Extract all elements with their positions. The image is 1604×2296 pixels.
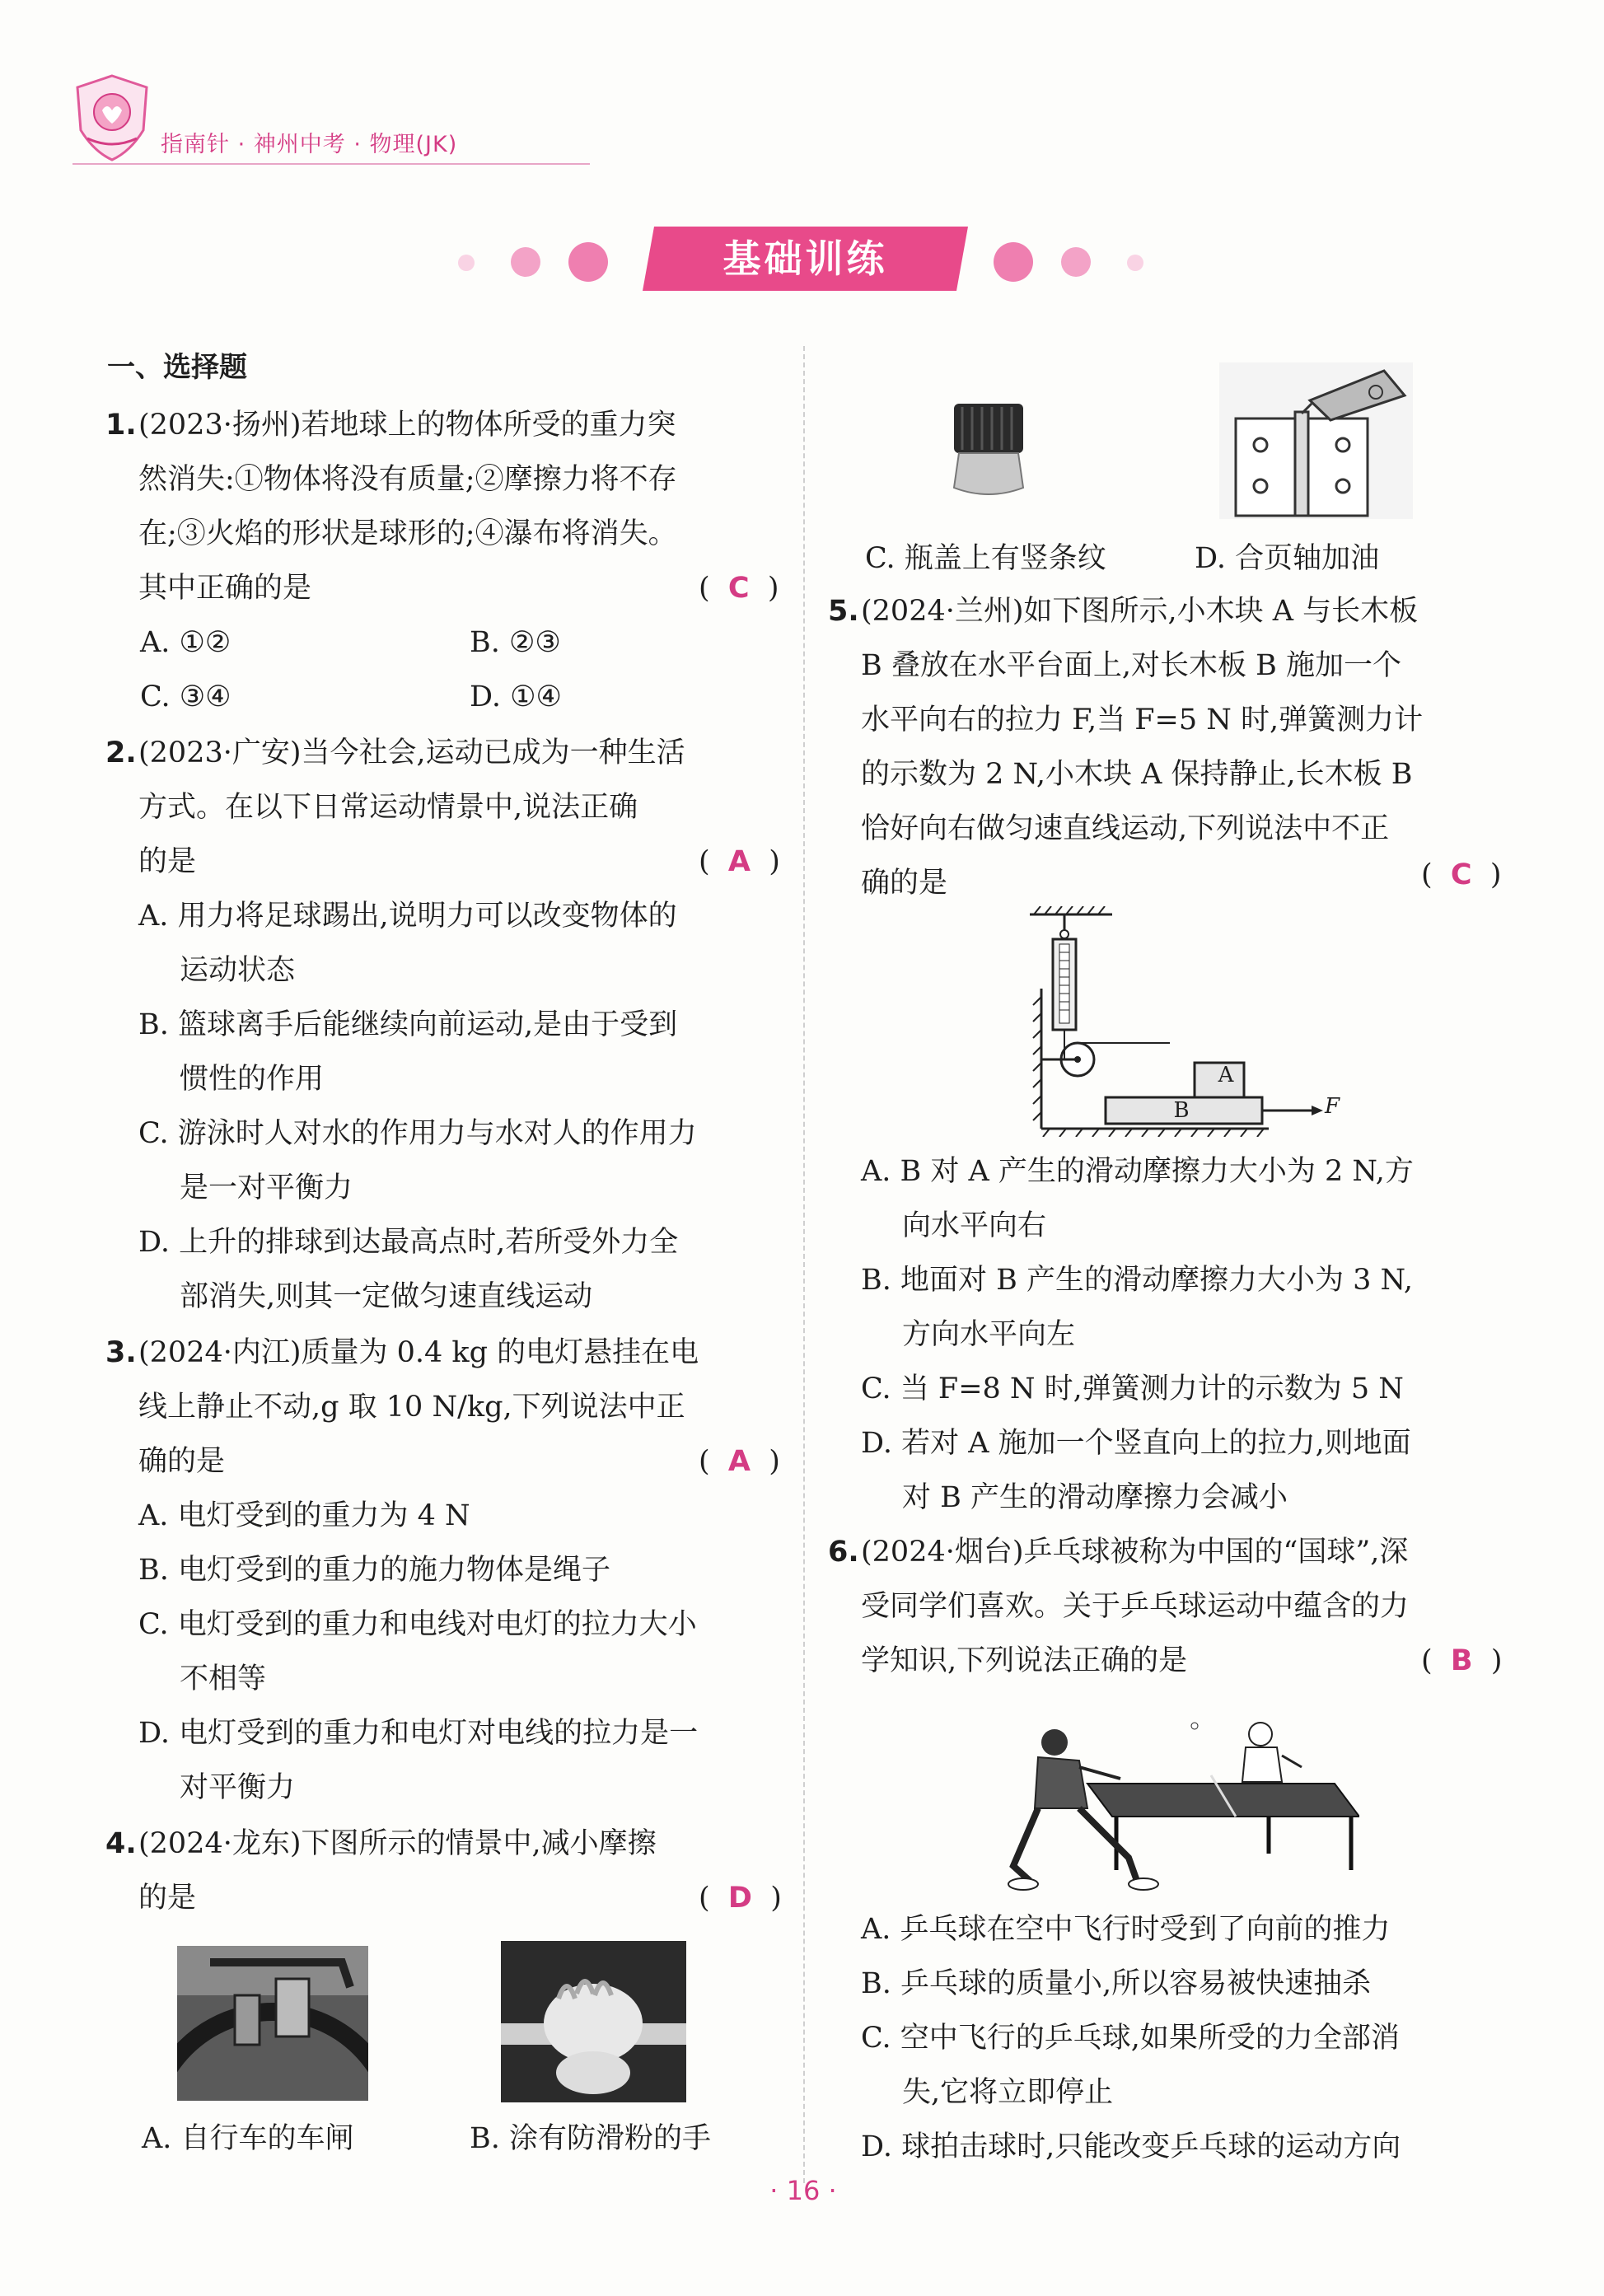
figure-caption: C. 瓶盖上有竖条纹 [865,542,1106,575]
banner-title: 基础训练 [723,236,888,281]
question-number: 3. [105,1336,137,1369]
answer-bracket: ( A ) [699,1445,780,1478]
question-text: (2023·扬州)若地球上的物体所受的重力突 [138,409,676,442]
block-a-label: A [1218,1063,1234,1087]
column-divider [803,346,805,2183]
option: A. B 对 A 产生的滑动摩擦力大小为 2 N,方 [861,1155,1414,1188]
option: A. 电灯受到的重力为 4 N [138,1499,470,1532]
bike-brake-photo-icon [177,1946,368,2101]
banner-dot [511,247,540,277]
board-b-label: B [1173,1098,1190,1123]
option: 对平衡力 [180,1771,296,1804]
answer-value: A [727,845,751,878]
banner-dot [1061,247,1091,277]
option: 失,它将立即停止 [902,2076,1114,2109]
question-number: 6. [828,1536,859,1569]
answer-value: D [727,1882,752,1915]
force-f-label: F [1325,1094,1340,1119]
question-text: 学知识,下列说法正确的是 [861,1644,1188,1677]
option: B. 电灯受到的重力的施力物体是绳子 [138,1554,610,1587]
answer-bracket: ( A ) [699,845,780,878]
question-text: 的是 [138,1882,197,1915]
figure-caption: D. 合页轴加油 [1195,542,1380,575]
question-number: 5. [828,595,859,628]
banner-dot [568,242,608,282]
question-number: 4. [105,1827,137,1860]
publisher-logo-icon [72,72,152,163]
option: D. ①④ [470,680,562,713]
answer-value: C [727,572,750,605]
option: C. 当 F=8 N 时,弹簧测力计的示数为 5 N [861,1372,1404,1405]
option: D. 球拍击球时,只能改变乒乓球的运动方向 [861,2130,1401,2163]
page-number-value: 16 [786,2175,821,2206]
question-text: 确的是 [861,867,948,900]
header-title: 指南针 · 神州中考 · 物理(JK) [161,132,458,157]
question-text: (2024·烟台)乒乓球被称为中国的“国球”,深 [861,1536,1409,1569]
answer-value: A [727,1445,751,1478]
option: D. 上升的排球到达最高点时,若所受外力全 [138,1226,679,1259]
option: 惯性的作用 [180,1063,325,1096]
option: 运动状态 [180,954,296,987]
section-title: 一、选择题 [107,351,247,384]
question-text: 在;③火焰的形状是球形的;④瀑布将消失。 [138,517,677,550]
question-text: (2023·广安)当今社会,运动已成为一种生活 [138,736,685,769]
question-text: (2024·内江)质量为 0.4 kg 的电灯悬挂在电 [138,1336,699,1369]
option: B. 乒乓球的质量小,所以容易被快速抽杀 [861,1967,1372,2000]
option: A. 乒乓球在空中飞行时受到了向前的推力 [861,1913,1391,1946]
answer-bracket: ( C ) [699,572,779,605]
bottle-cap-photo-icon [947,395,1030,503]
banner-dot [994,242,1033,282]
banner-dot [458,255,475,271]
answer-bracket: ( B ) [1421,1644,1503,1677]
chalked-hand-photo-icon [501,1941,686,2102]
question-text: 方式。在以下日常运动情景中,说法正确 [138,791,638,824]
question-text: (2024·龙东)下图所示的情景中,减小摩擦 [138,1827,657,1860]
question-text: 然消失:①物体将没有质量;②摩擦力将不存 [138,463,677,496]
page-number: · 16 · [769,2175,837,2206]
header-divider [72,163,590,165]
ping-pong-illustration-icon [1005,1693,1359,1899]
question-number: 1. [105,409,137,442]
hinge-oil-photo-icon [1219,362,1413,519]
question-text: 水平向右的拉力 F,当 F=5 N 时,弹簧测力计 [861,704,1424,736]
option: 不相等 [180,1662,267,1695]
option: 是一对平衡力 [180,1171,353,1204]
answer-value: C [1450,858,1472,891]
option: B. ②③ [470,626,561,659]
figure-caption: A. 自行车的车闸 [142,2122,354,2155]
question-text: 其中正确的是 [138,572,312,605]
option: A. 用力将足球踢出,说明力可以改变物体的 [138,900,677,933]
answer-value: B [1450,1644,1473,1677]
option: A. ①② [140,626,231,659]
option: C. ③④ [140,680,231,713]
option: D. 若对 A 施加一个竖直向上的拉力,则地面 [861,1427,1411,1460]
figure-caption: B. 涂有防滑粉的手 [470,2122,711,2155]
option: D. 电灯受到的重力和电灯对电线的拉力是一 [138,1717,699,1750]
question-text: 的示数为 2 N,小木块 A 保持静止,长木板 B [861,758,1413,791]
option: B. 篮球离手后能继续向前运动,是由于受到 [138,1008,678,1041]
option: 对 B 产生的滑动摩擦力会减小 [902,1481,1288,1514]
option: 方向水平向左 [902,1318,1076,1351]
option: C. 游泳时人对水的作用力与水对人的作用力 [138,1117,697,1150]
question-text: 线上静止不动,g 取 10 N/kg,下列说法中正 [138,1391,685,1424]
question-text: 恰好向右做匀速直线运动,下列说法中不正 [861,812,1390,845]
option: C. 空中飞行的乒乓球,如果所受的力全部消 [861,2022,1400,2055]
question-number: 2. [105,736,137,769]
answer-bracket: ( D ) [699,1882,782,1915]
option: B. 地面对 B 产生的滑动摩擦力大小为 3 N, [861,1264,1413,1297]
option: 部消失,则其一定做匀速直线运动 [180,1280,593,1313]
option: C. 电灯受到的重力和电线对电灯的拉力大小 [138,1608,697,1641]
banner-dot [1127,255,1143,271]
question-text: (2024·兰州)如下图所示,小木块 A 与长木板 [861,595,1419,628]
question-text: 的是 [138,845,197,878]
question-text: 受同学们喜欢。关于乒乓球运动中蕴含的力 [861,1590,1410,1623]
question-text: B 叠放在水平台面上,对长木板 B 施加一个 [861,649,1401,682]
question-text: 确的是 [138,1445,226,1478]
answer-bracket: ( C ) [1421,858,1502,891]
option: 向水平向右 [902,1209,1047,1242]
